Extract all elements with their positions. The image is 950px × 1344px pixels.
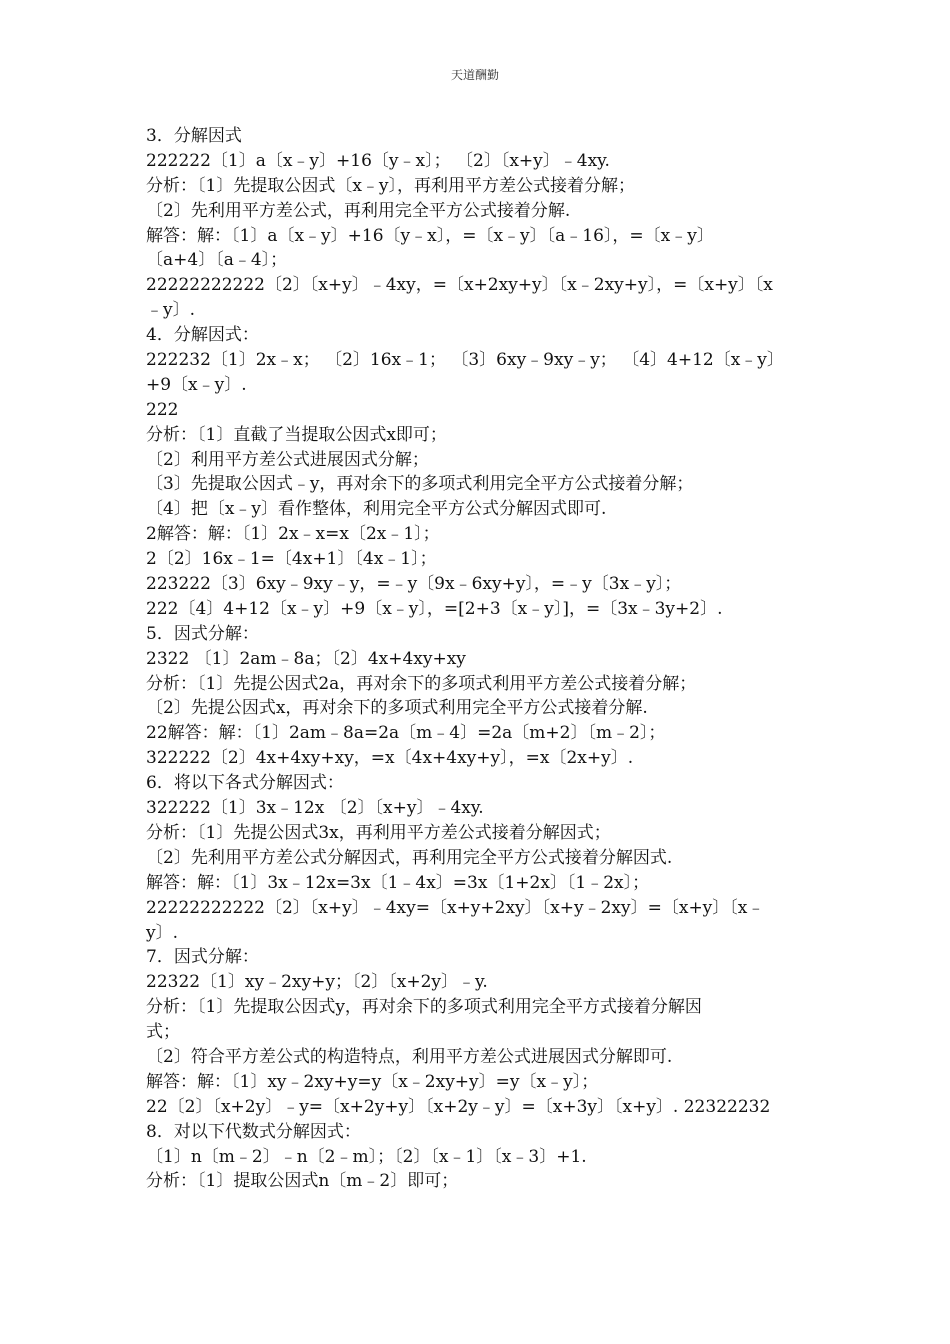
text-line: 分析：〔1〕直截了当提取公因式x即可；: [146, 424, 447, 445]
text-line: 〔2〕符合平方差公式的构造特点，利用平方差公式进展因式分解即可.: [146, 1046, 673, 1067]
text-line: 222222〔1〕a〔x﹣y〕+16〔y﹣x〕； 〔2〕〔x+y〕﹣4xy.: [146, 150, 610, 171]
text-line: 〔2〕利用平方差公式进展因式分解；: [146, 449, 429, 470]
text-line: 分析：〔1〕先提取公因式y，再对余下的多项式利用完全平方式接着分解因: [146, 997, 702, 1018]
text-line: 〔a+4〕〔a﹣4〕；: [146, 250, 288, 271]
text-line: 2解答：解：〔1〕2x﹣x=x〔2x﹣1〕；: [146, 524, 440, 545]
document-body: [146, 124, 806, 1194]
text-line: 解答：解：〔1〕a〔x﹣y〕+16〔y﹣x〕，=〔x﹣y〕〔a﹣16〕，=〔x﹣y〕: [146, 225, 714, 246]
text-line: 解答：解：〔1〕3x﹣12x=3x〔1﹣4x〕=3x〔1+2x〕〔1﹣2x〕；: [146, 872, 650, 893]
text-line: 22解答：解：〔1〕2am﹣8a=2a〔m﹣4〕=2a〔m+2〕〔m﹣2〕；: [146, 723, 666, 744]
text-line: 4．分解因式：: [146, 325, 259, 346]
text-line: 223222〔3〕6xy﹣9xy﹣y，=﹣y〔9x﹣6xy+y〕，=﹣y〔3x﹣y〕；: [146, 574, 682, 595]
text-line: 2322 〔1〕2am﹣8a；〔2〕4x+4xy+xy: [146, 648, 466, 669]
text-line: 22〔2〕〔x+2y〕﹣y=〔x+2y+y〕〔x+2y﹣y〕=〔x+3y〕〔x+y〕. 22322232: [146, 1096, 771, 1117]
text-line: 解答：解：〔1〕xy﹣2xy+y=y〔x﹣2xy+y〕=y〔x﹣y〕；: [146, 1071, 599, 1092]
text-line: 分析：〔1〕提取公因式n〔m﹣2〕即可；: [146, 1171, 459, 1192]
text-line: 22322〔1〕xy﹣2xy+y；〔2〕〔x+2y〕﹣y.: [146, 972, 488, 993]
text-line: 分析：〔1〕先提公因式3x，再利用平方差公式接着分解因式；: [146, 822, 611, 843]
page-header: 天道酬勤: [450, 68, 499, 82]
text-line: 222〔4〕4+12〔x﹣y〕+9〔x﹣y〕，=[2+3〔x﹣y〕]，=〔3x﹣3y+2〕.: [146, 598, 723, 619]
text-line: +9〔x﹣y〕.: [146, 374, 247, 395]
text-line: 〔2〕先利用平方差公式分解因式，再利用完全平方公式接着分解因式.: [146, 847, 673, 868]
text-line: ﹣y〕.: [146, 300, 196, 321]
text-line: y〕.: [146, 922, 179, 943]
text-line: 〔1〕n〔m﹣2〕﹣n〔2﹣m〕；〔2〕〔x﹣1〕〔x﹣3〕+1.: [146, 1146, 587, 1167]
text-line: 22222222222〔2〕〔x+y〕﹣4xy=〔x+y+2xy〕〔x+y﹣2xy〕=〔x+y〕〔x﹣: [146, 897, 765, 918]
text-line: 〔4〕把〔x﹣y〕看作整体，利用完全平方公式分解因式即可.: [146, 499, 607, 520]
text-line: 分析：〔1〕先提取公因式〔x﹣y〕，再利用平方差公式接着分解；: [146, 175, 636, 196]
text-line: 6．将以下各式分解因式：: [146, 773, 344, 794]
text-line: 2〔2〕16x﹣1=〔4x+1〕〔4x﹣1〕；: [146, 549, 437, 570]
text-line: 222: [146, 399, 179, 420]
text-line: 8．对以下代数式分解因式：: [146, 1121, 361, 1142]
text-line: 〔2〕先提公因式x，再对余下的多项式利用完全平方公式接着分解.: [146, 698, 648, 719]
text-line: 分析：〔1〕先提公因式2a，再对余下的多项式利用平方差公式接着分解；: [146, 673, 697, 694]
text-line: 5．因式分解：: [146, 623, 259, 644]
text-line: 〔3〕先提取公因式﹣y，再对余下的多项式利用完全平方公式接着分解；: [146, 474, 694, 495]
text-line: 式；: [146, 1022, 180, 1043]
text-line: 22222222222〔2〕〔x+y〕﹣4xy，=〔x+2xy+y〕〔x﹣2xy+y〕，=〔x+y〕〔x: [146, 275, 773, 296]
text-line: 3．分解因式: [146, 126, 242, 146]
text-line: 〔2〕先利用平方差公式，再利用完全平方公式接着分解.: [146, 200, 571, 221]
text-line: 322222〔1〕3x﹣12x 〔2〕〔x+y〕﹣4xy.: [146, 798, 484, 819]
text-line: 222232〔1〕2x﹣x； 〔2〕16x﹣1； 〔3〕6xy﹣9xy﹣y； 〔4〕4+12〔x﹣y〕: [146, 350, 784, 371]
text-line: 322222〔2〕4x+4xy+xy，=x〔4x+4xy+y〕，=x〔2x+y〕.: [146, 748, 634, 769]
text-line: 7．因式分解：: [146, 947, 259, 968]
